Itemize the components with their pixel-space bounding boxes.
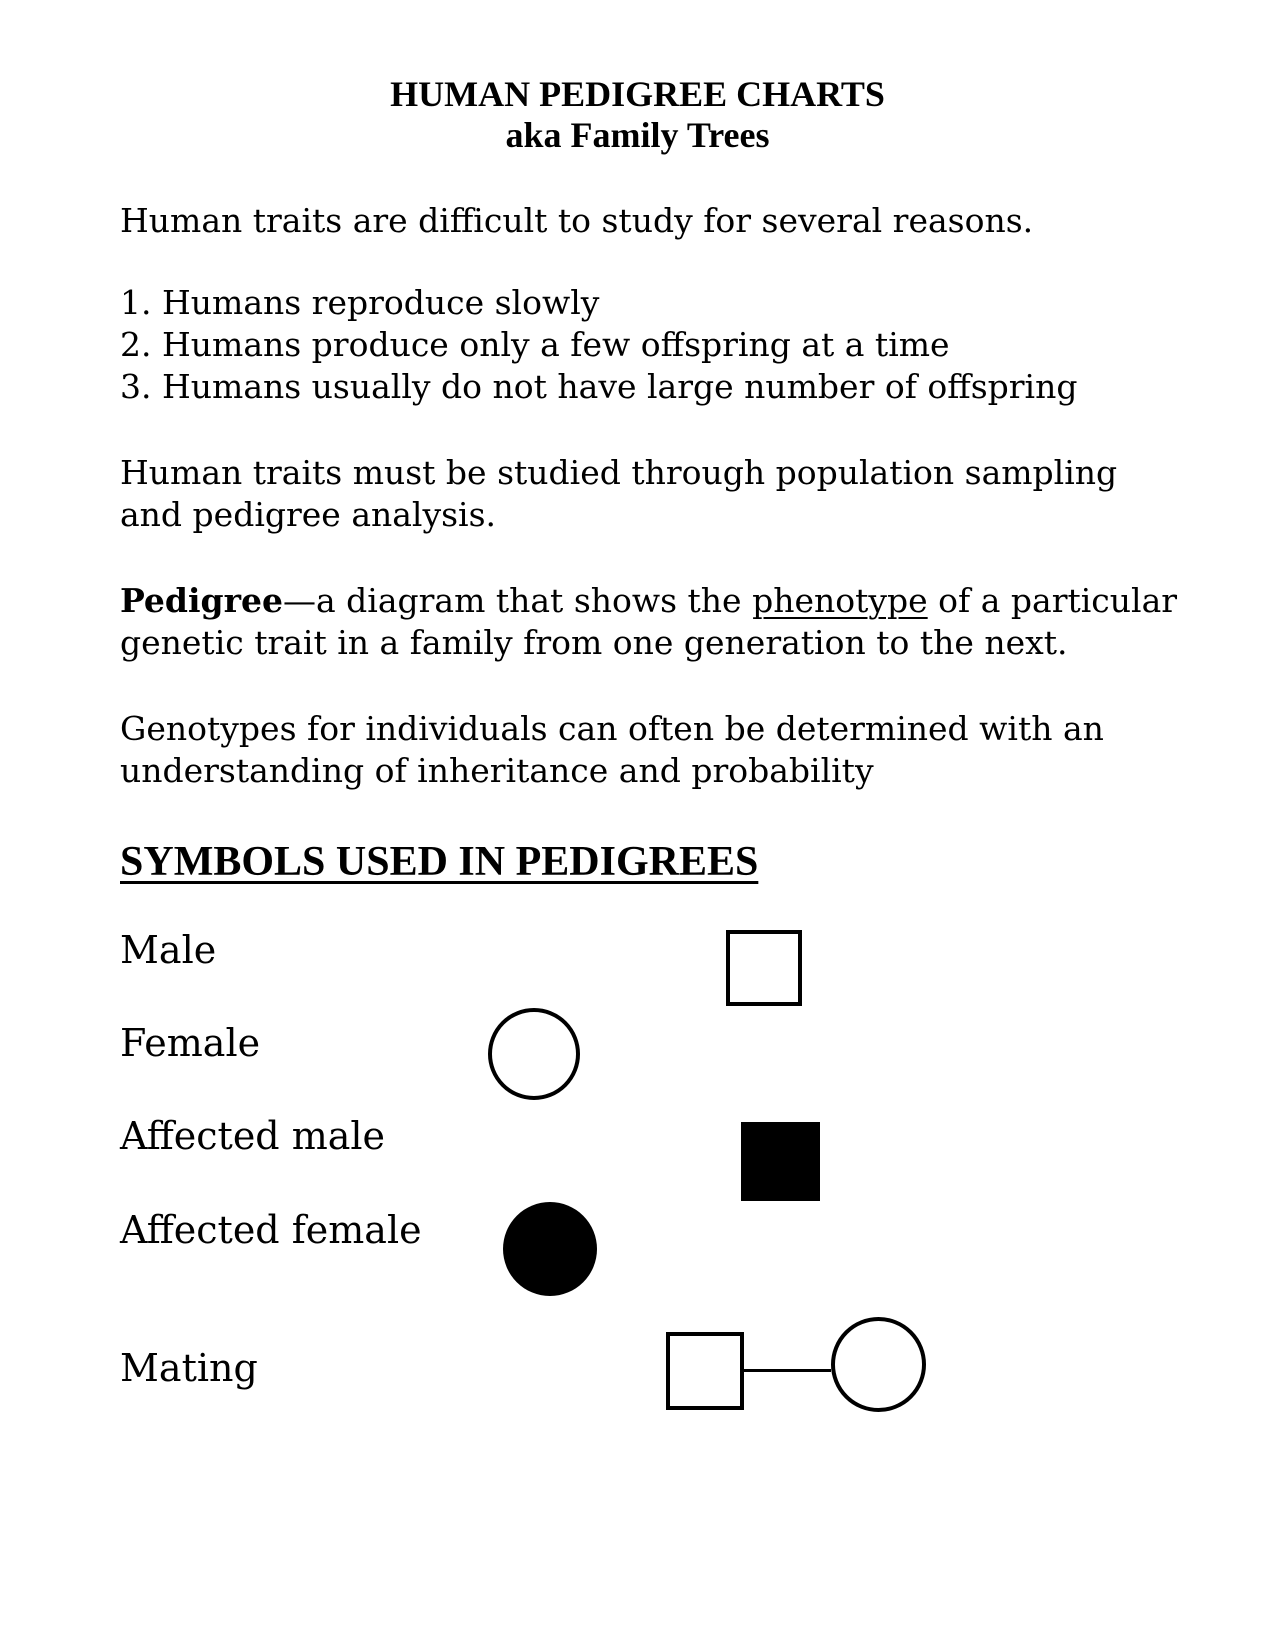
reasons-list (120, 282, 1078, 408)
study-paragraph: Human traits must be studied through population sampling and pedigree analysis. (120, 453, 1118, 534)
list-item-number: 3. (120, 367, 152, 406)
mating-female-circle (831, 1317, 926, 1412)
definition-dash: — (283, 581, 316, 620)
affected-male-filled-square-symbol (741, 1122, 820, 1201)
female-label: Female (120, 1021, 261, 1065)
definition-text-after: of a particular genetic trait in a family from one generation to the next. (120, 581, 1178, 662)
list-item-text: Humans reproduce slowly (162, 283, 600, 322)
mating-male-square (666, 1332, 744, 1410)
list-item-number: 2. (120, 325, 152, 364)
mating-label: Mating (120, 1346, 258, 1390)
intro-paragraph: Human traits are difficult to study for several reasons. (120, 201, 1034, 240)
mating-connector-line (744, 1369, 831, 1372)
definition-phenotype: phenotype (752, 581, 928, 620)
list-item (120, 282, 1078, 324)
list-item-text: Humans produce only a few offspring at a time (162, 325, 950, 364)
definition-term: Pedigree (120, 581, 283, 620)
list-item-number: 1. (120, 283, 152, 322)
page-title: HUMAN PEDIGREE CHARTS (390, 74, 885, 114)
male-square-symbol (726, 930, 802, 1006)
female-circle-symbol (488, 1008, 580, 1100)
affected-male-label: Affected male (120, 1114, 386, 1158)
male-label: Male (120, 928, 217, 972)
affected-female-filled-circle-symbol (503, 1202, 597, 1296)
page-subtitle: aka Family Trees (505, 115, 770, 155)
pedigree-definition (120, 580, 1180, 664)
affected-female-label: Affected female (120, 1208, 422, 1252)
definition-text-before: a diagram that shows the (316, 581, 753, 620)
genotypes-paragraph: Genotypes for individuals can often be determined with an understanding of inheritance and probability (120, 709, 1104, 790)
list-item (120, 366, 1078, 408)
list-item-text: Humans usually do not have large number of offspring (162, 367, 1078, 406)
mating-symbol (666, 1315, 928, 1411)
symbols-heading: SYMBOLS USED IN PEDIGREES (120, 839, 759, 885)
list-item (120, 324, 1078, 366)
